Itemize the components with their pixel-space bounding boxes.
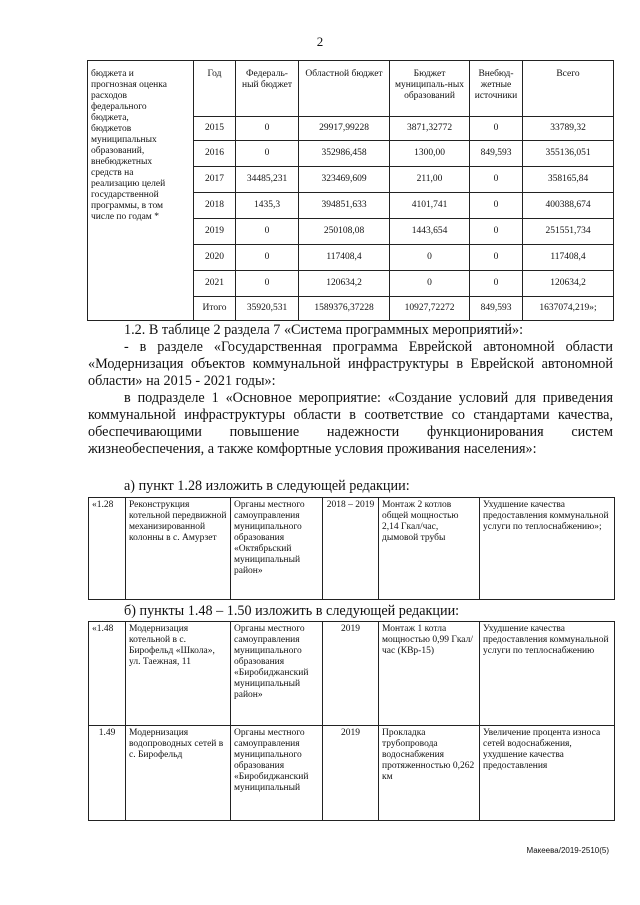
finance-cell: 1435,3: [236, 193, 299, 219]
finance-cell: 400388,674: [523, 193, 614, 219]
finance-cell: 2020: [194, 245, 236, 271]
finance-label-line: бюджетов: [91, 124, 132, 134]
finance-label-line: реализацию целей: [91, 179, 166, 189]
finance-cell: 0: [236, 245, 299, 271]
finance-label-line: прогнозная оценка: [91, 80, 167, 90]
finance-label-line: федерального: [91, 102, 147, 112]
finance-header-cell: Всего: [523, 61, 614, 117]
item-number: «1.28: [89, 498, 126, 600]
finance-cell: 355136,051: [523, 141, 614, 167]
finance-label-line: муниципальных: [91, 135, 157, 145]
item-number: 1.49: [89, 726, 126, 821]
table-row: [89, 622, 615, 726]
finance-cell: 117408,4: [523, 245, 614, 271]
finance-cell: 120634,2: [523, 271, 614, 297]
table-row: [89, 498, 615, 600]
item-result: Монтаж 1 котла мощностью 0,99 Гкал/час (КВр-15): [379, 622, 480, 726]
finance-cell: 2015: [194, 117, 236, 141]
finance-cell: Итого: [194, 297, 236, 321]
item-risk: Ухудшение качества предоставления коммунальной услуги по теплоснабжению: [480, 622, 615, 726]
finance-header-cell: Год: [194, 61, 236, 117]
item-period: 2019: [323, 622, 379, 726]
para-1-2: 1.2. В таблице 2 раздела 7 «Система программных мероприятий»:: [124, 322, 524, 338]
finance-cell: 0: [470, 117, 523, 141]
finance-cell: 2016: [194, 141, 236, 167]
table-items-1-48: [88, 621, 615, 821]
finance-cell: 3871,32772: [390, 117, 470, 141]
finance-cell: 849,593: [470, 141, 523, 167]
finance-label-line: государственной: [91, 190, 159, 200]
finance-label-line: внебюджетных: [91, 157, 153, 167]
item-executor: Органы местного самоуправления муниципального образования «Биробиджанский муниципальный район»: [231, 622, 323, 726]
finance-cell: 358165,84: [523, 167, 614, 193]
finance-cell: 0: [470, 271, 523, 297]
item-risk: Ухудшение качества предоставления коммунальной услуги по теплоснабжению»;: [480, 498, 615, 600]
amendment-text: [88, 322, 613, 458]
finance-cell: 0: [470, 219, 523, 245]
finance-cell: 2018: [194, 193, 236, 219]
finance-cell: 0: [236, 271, 299, 297]
finance-cell: 0: [236, 219, 299, 245]
finance-header-cell: Областной бюджет: [299, 61, 390, 117]
item-number: «1.48: [89, 622, 126, 726]
item-period: 2018 – 2019: [323, 498, 379, 600]
para-subsection: в подразделе 1 «Основное мероприятие: «Создание условий для приведения коммунальной инфраструктуры области в соответствие со стандартами качества, обеспечивающими повышение надежности функционирования систем жизнеобеспечения, а также комфортные условия проживания населения»:: [88, 390, 613, 457]
finance-cell: 0: [390, 245, 470, 271]
item-result: Прокладка трубопровода водоснабжения протяженностью 0,262 км: [379, 726, 480, 821]
finance-cell: 4101,741: [390, 193, 470, 219]
finance-cell: 0: [236, 141, 299, 167]
finance-cell: 250108,08: [299, 219, 390, 245]
table-row: [89, 726, 615, 821]
finance-cell: 120634,2: [299, 271, 390, 297]
item-name: Реконструкция котельной передвижной механизированной колонны в с. Амурзет: [126, 498, 231, 600]
finance-cell: 10927,72272: [390, 297, 470, 321]
finance-cell: 2021: [194, 271, 236, 297]
finance-label-line: расходов: [91, 91, 127, 101]
finance-cell: 0: [470, 193, 523, 219]
finance-cell: 1589376,37228: [299, 297, 390, 321]
finance-label-line: бюджета,: [91, 113, 129, 123]
table-item-1-28: [88, 497, 615, 600]
finance-cell: 34485,231: [236, 167, 299, 193]
para-section: - в разделе «Государственная программа Еврейской автономной области «Модернизация объектов коммунальной инфраструктуры в Еврейской автономной области» на 2015 - 2021 годы»:: [88, 339, 613, 389]
finance-header-cell: Внебюд-жетные источники: [470, 61, 523, 117]
sub-b: б) пункты 1.48 – 1.50 изложить в следующей редакции:: [124, 603, 460, 619]
finance-cell: 1443,654: [390, 219, 470, 245]
finance-header-cell: Бюджет муниципаль-ных образований: [390, 61, 470, 117]
finance-label-line: образований,: [91, 146, 145, 156]
finance-cell: 394851,633: [299, 193, 390, 219]
item-risk: Увеличение процента износа сетей водоснабжения, ухудшение качества предоставления: [480, 726, 615, 821]
finance-cell: 2019: [194, 219, 236, 245]
finance-cell: 1637074,219»;: [523, 297, 614, 321]
finance-table: [87, 60, 614, 321]
finance-cell: 0: [390, 271, 470, 297]
page-number: 2: [316, 34, 324, 49]
item-executor: Органы местного самоуправления муниципального образования «Биробиджанский муниципальный: [231, 726, 323, 821]
finance-cell: 323469,609: [299, 167, 390, 193]
item-period: 2019: [323, 726, 379, 821]
finance-label-line: бюджета и: [91, 69, 134, 79]
finance-cell: 35920,531: [236, 297, 299, 321]
finance-cell: 211,00: [390, 167, 470, 193]
finance-cell: 33789,32: [523, 117, 614, 141]
finance-cell: 849,593: [470, 297, 523, 321]
finance-header-cell: Федераль-ный бюджет: [236, 61, 299, 117]
finance-label-line: числе по годам *: [91, 212, 159, 222]
finance-cell: 2017: [194, 167, 236, 193]
finance-cell: 117408,4: [299, 245, 390, 271]
finance-label-cell: [88, 61, 194, 321]
sub-a: а) пункт 1.28 изложить в следующей редакции:: [124, 478, 410, 494]
finance-label-line: программы, в том: [91, 201, 164, 211]
finance-cell: 0: [470, 245, 523, 271]
finance-cell: 29917,99228: [299, 117, 390, 141]
item-name: Модернизация котельной в с. Бирофельд «Школа», ул. Таежная, 11: [126, 622, 231, 726]
finance-cell: 352986,458: [299, 141, 390, 167]
finance-cell: 0: [470, 167, 523, 193]
item-name: Модернизация водопроводных сетей в с. Бирофельд: [126, 726, 231, 821]
finance-header-row: [88, 61, 614, 117]
finance-label-line: средств на: [91, 168, 134, 178]
document-footer: Макеева/2019-2510(5): [526, 846, 609, 855]
finance-cell: 251551,734: [523, 219, 614, 245]
item-executor: Органы местного самоуправления муниципального образования «Октябрьский муниципальный район»: [231, 498, 323, 600]
item-result: Монтаж 2 котлов общей мощностью 2,14 Гкал/час, дымовой трубы: [379, 498, 480, 600]
finance-cell: 0: [236, 117, 299, 141]
finance-cell: 1300,00: [390, 141, 470, 167]
